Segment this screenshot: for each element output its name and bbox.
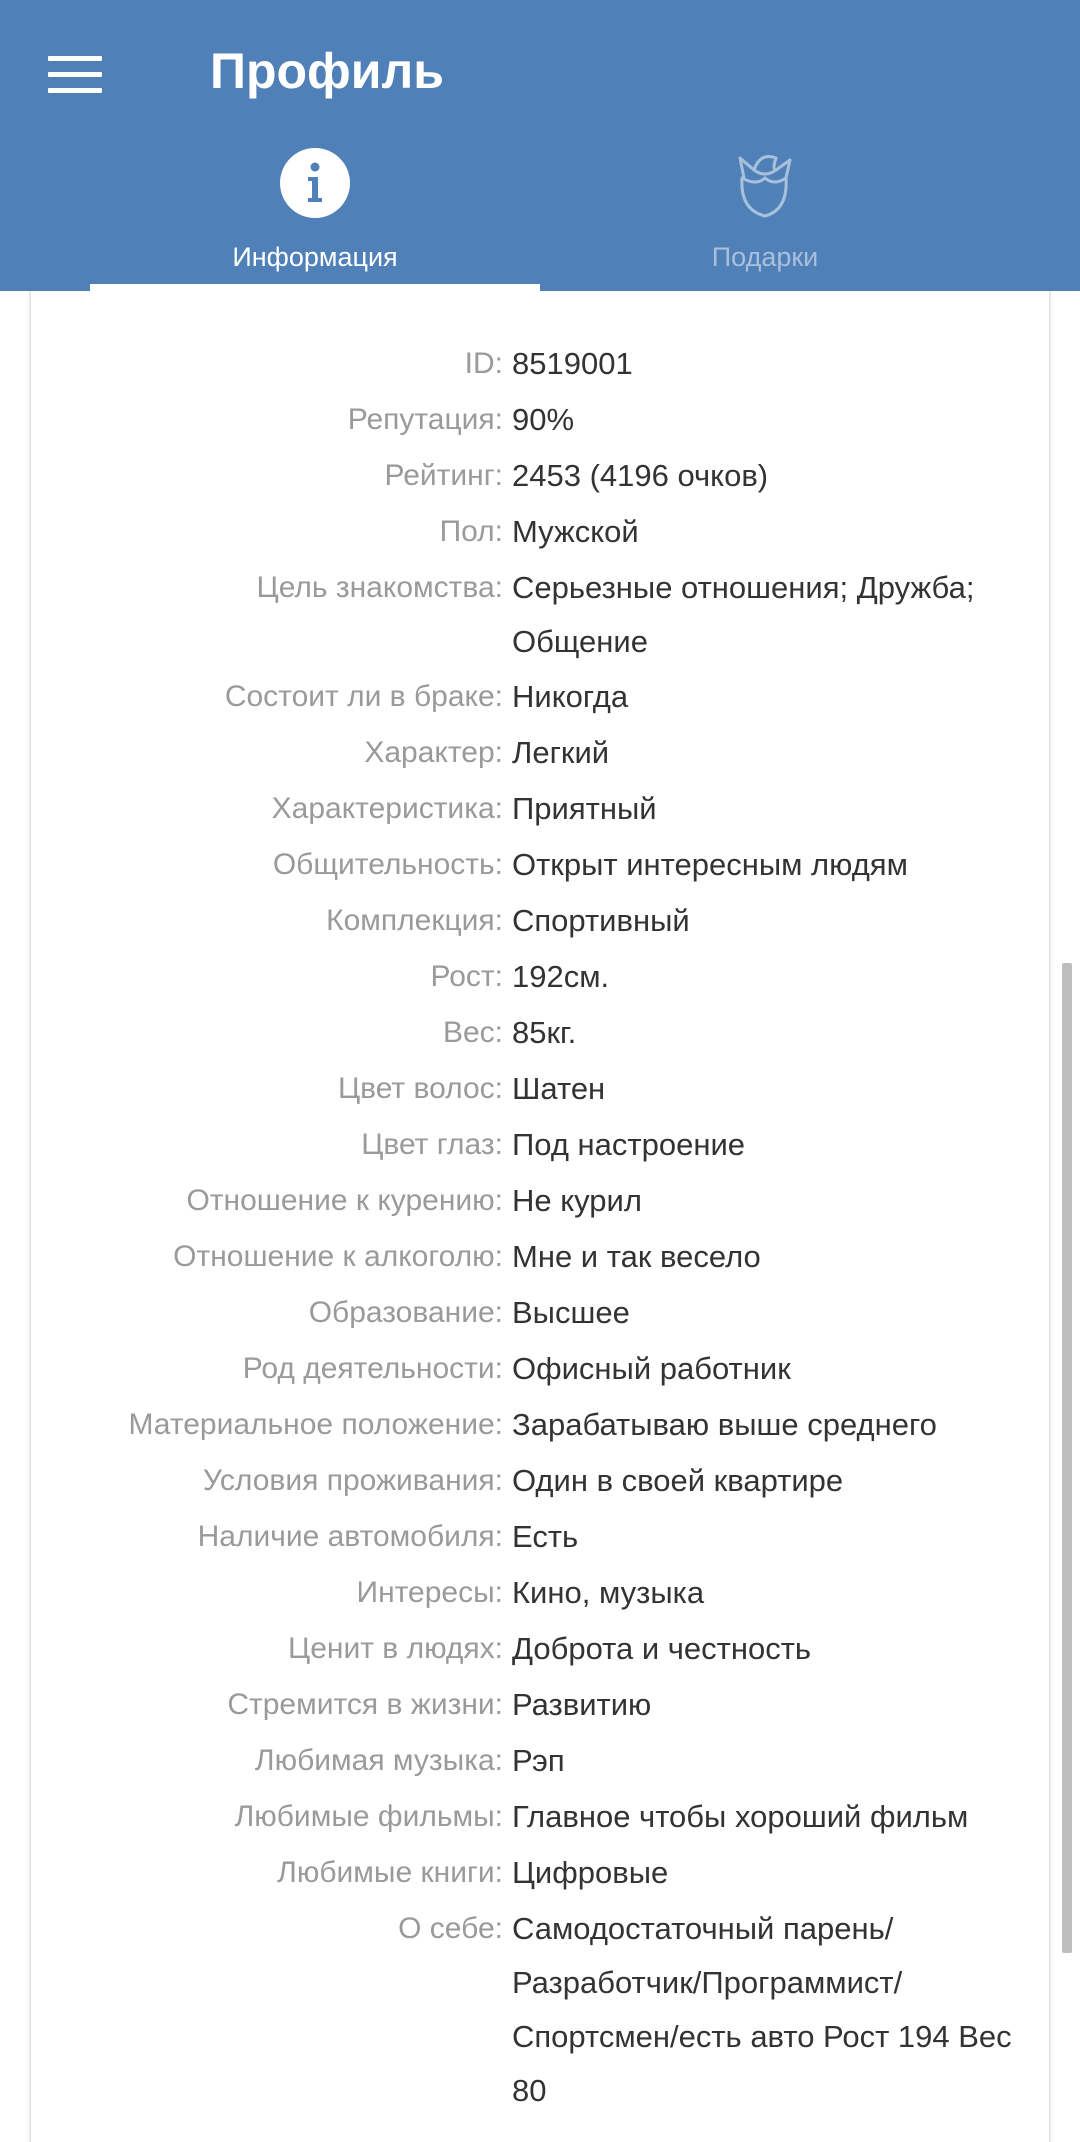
field-value: Спортивный [512, 903, 690, 938]
field-value: Есть [512, 1519, 579, 1554]
field-label: Репутация: [347, 403, 503, 436]
field-label: Любимая музыка: [254, 1744, 503, 1777]
field-value: Мне и так весело [512, 1239, 761, 1274]
field-label: Рейтинг: [384, 459, 503, 492]
tab-information[interactable] [90, 140, 540, 291]
field-value: Цифровые [512, 1855, 669, 1890]
field-value: 192см. [512, 959, 610, 994]
field-label: Род деятельности: [242, 1352, 503, 1385]
field-value: Самодостаточный парень/ Разработчик/Программист/ Спортсмен/есть авто Рост 194 Вес 80 [512, 1911, 1012, 2108]
tab-gifts-label: Подарки [711, 242, 819, 272]
tab-information-label: Информация [232, 242, 398, 272]
field-label: Рост: [430, 960, 503, 993]
field-value: 8519001 [512, 346, 633, 381]
field-value: Не курил [512, 1183, 642, 1218]
field-label: Общительность: [272, 848, 503, 881]
field-label: Отношение к курению: [186, 1184, 503, 1217]
field-value: Серьезные отношения; Дружба; Общение [512, 570, 975, 659]
field-label: Характеристика: [271, 792, 503, 825]
scrollbar[interactable] [1062, 963, 1072, 1953]
field-value: 85кг. [512, 1015, 577, 1050]
flower-gift-icon [730, 148, 800, 218]
field-value: Офисный работник [512, 1351, 791, 1386]
field-label: Цель знакомства: [256, 571, 503, 604]
field-label: Отношение к алкоголю: [173, 1240, 503, 1273]
app-bar [0, 0, 1080, 291]
field-label: Пол: [439, 515, 503, 548]
field-label: Интересы: [356, 1576, 503, 1609]
field-value: 2453 (4196 очков) [512, 458, 769, 493]
field-value: Открыт интересным людям [512, 847, 908, 882]
field-label: Любимые фильмы: [234, 1800, 503, 1833]
field-value: Доброта и честность [512, 1631, 812, 1666]
field-value: 90% [512, 402, 575, 437]
field-value: Легкий [512, 735, 610, 770]
field-value: Главное чтобы хороший фильм [512, 1799, 969, 1834]
field-value: Кино, музыка [512, 1575, 705, 1610]
field-label: Цвет волос: [337, 1072, 503, 1105]
field-value: Приятный [512, 791, 657, 826]
field-value: Никогда [512, 679, 629, 714]
info-icon [280, 148, 350, 218]
field-label: Стремится в жизни: [227, 1688, 503, 1721]
field-label: Материальное положение: [128, 1408, 503, 1441]
field-label: Характер: [364, 736, 503, 769]
field-label: Условия проживания: [202, 1464, 503, 1497]
field-label: Наличие автомобиля: [197, 1520, 503, 1553]
field-label: Любимые книги: [277, 1856, 503, 1889]
field-label: ID: [464, 347, 503, 380]
field-value: Зарабатываю выше среднего [512, 1407, 937, 1442]
field-label: Ценит в людях: [288, 1632, 503, 1665]
tab-gifts[interactable] [540, 140, 990, 291]
page-title: Профиль [210, 43, 445, 99]
field-label: Образование: [308, 1296, 503, 1329]
field-label: Вес: [442, 1016, 503, 1049]
field-value: Рэп [512, 1743, 565, 1778]
field-value: Высшее [512, 1295, 630, 1330]
field-label: Цвет глаз: [361, 1128, 503, 1161]
field-value: Развитию [512, 1687, 652, 1722]
field-label: Состоит ли в браке: [224, 680, 503, 713]
field-label: О себе: [398, 1912, 503, 1945]
field-value: Один в своей квартире [512, 1463, 844, 1498]
active-tab-indicator [90, 284, 540, 291]
field-value: Под настроение [512, 1127, 745, 1162]
field-value: Шатен [512, 1071, 606, 1106]
field-value: Мужской [512, 514, 639, 549]
menu-icon[interactable] [40, 50, 110, 100]
field-label: Комплекция: [326, 904, 503, 937]
